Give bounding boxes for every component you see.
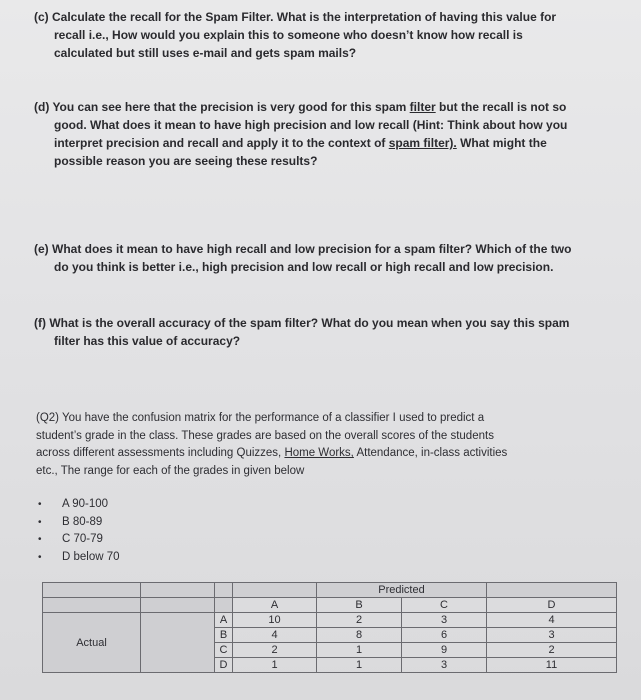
question-2-line-3: [36, 445, 556, 463]
question-c-line-3: calculated but still uses e-mail and gets spam mails?: [54, 46, 357, 60]
list-item: [38, 549, 120, 567]
question-e-line-1: (e) What does it mean to have high recall and low precision for a spam filter? Which of the two: [34, 242, 572, 256]
table-row: [43, 598, 617, 613]
matrix-cell: 1: [317, 643, 402, 658]
table-row: [43, 613, 617, 628]
question-c-line-1: (c) Calculate the recall for the Spam Filter. What is the interpretation of having this value for: [34, 10, 557, 24]
bullet-icon: •: [38, 499, 42, 510]
matrix-cell: 8: [317, 628, 402, 643]
matrix-cell: 4: [233, 628, 317, 643]
empty-cell: [215, 598, 233, 613]
actual-label: Actual: [43, 613, 141, 673]
question-c: [34, 8, 556, 62]
row-header: D: [215, 658, 233, 673]
question-d-line-1: [34, 98, 567, 116]
question-2-line-4: etc., The range for each of the grades in given below: [36, 464, 305, 477]
question-2-homeworks-link: Home Works,: [284, 447, 354, 459]
question-d-filter-link: filter: [409, 100, 436, 114]
question-f: [34, 314, 569, 350]
grade-range-d: D below 70: [62, 550, 120, 563]
empty-cell: [141, 598, 215, 613]
question-d-line-3-post: What might the: [456, 136, 547, 150]
list-item: [38, 514, 120, 532]
question-c-line-2: recall i.e., How would you explain this to someone who doesn’t know how recall is: [54, 28, 523, 42]
list-item: [38, 531, 120, 549]
matrix-cell: 2: [317, 613, 402, 628]
matrix-cell: 3: [402, 613, 487, 628]
confusion-matrix: [42, 582, 617, 673]
col-header: D: [487, 598, 617, 613]
question-f-line-2: filter has this value of accuracy?: [54, 334, 241, 348]
col-header: A: [233, 598, 317, 613]
matrix-cell: 11: [487, 658, 617, 673]
question-d-line-4: possible reason you are seeing these results?: [54, 154, 318, 168]
matrix-cell: 6: [402, 628, 487, 643]
question-2-line-3-post: Attendance, in-class activities: [353, 447, 508, 459]
matrix-cell: 10: [233, 613, 317, 628]
question-e: [34, 240, 571, 276]
list-item: [38, 496, 120, 514]
grade-range-a: A 90-100: [62, 498, 109, 510]
question-d-line-3-pre: interpret precision and recall and apply it to the context of: [54, 136, 389, 150]
grade-range-b: B 80-89: [62, 515, 103, 528]
matrix-cell: 9: [402, 643, 487, 658]
matrix-cell: 3: [402, 658, 487, 673]
bullet-icon: •: [38, 534, 42, 545]
matrix-cell: 4: [487, 613, 617, 628]
grade-range-c: C 70-79: [62, 533, 103, 545]
col-header: C: [402, 598, 487, 613]
question-d-line-2: good. What does it mean to have high precision and low recall (Hint: Think about how you: [54, 118, 568, 132]
row-header: B: [215, 628, 233, 643]
bullet-icon: •: [38, 516, 42, 528]
question-d-line-1-post: but the recall is not so: [435, 100, 567, 114]
row-header: C: [215, 643, 233, 658]
grade-range-list: [38, 496, 120, 566]
matrix-cell: 3: [487, 628, 617, 643]
empty-cell: [43, 583, 141, 598]
question-d-spam-filter-link: spam filter).: [388, 136, 457, 150]
question-f-line-1: (f) What is the overall accuracy of the spam filter? What do you mean when you say this spam: [34, 316, 570, 330]
question-e-line-2: do you think is better i.e., high precision and low recall or high recall and low precision.: [54, 260, 554, 274]
matrix-cell: 1: [317, 658, 402, 673]
bullet-icon: •: [38, 551, 42, 563]
table-row: [43, 583, 617, 598]
matrix-cell: 2: [487, 643, 617, 658]
empty-cell: [43, 598, 141, 613]
col-header: B: [317, 598, 402, 613]
question-2-line-1: (Q2) You have the confusion matrix for the performance of a classifier I used to predict a: [36, 412, 485, 424]
question-d-line-3: [34, 134, 567, 152]
row-header: A: [215, 613, 233, 628]
matrix-cell: 1: [233, 658, 317, 673]
question-d: [34, 98, 567, 170]
empty-cell: [487, 583, 617, 598]
empty-cell: [141, 583, 215, 598]
question-2: [36, 410, 556, 480]
empty-cell: [141, 613, 215, 673]
question-2-line-3-pre: across different assessments including Quizzes,: [36, 447, 285, 459]
question-2-line-2: student’s grade in the class. These grades are based on the overall scores of the students: [36, 429, 494, 442]
empty-cell: [233, 583, 317, 598]
matrix-cell: 2: [233, 643, 317, 658]
predicted-label: Predicted: [317, 583, 487, 598]
empty-cell: [215, 583, 233, 598]
question-d-line-1-pre: (d) You can see here that the precision is very good for this spam: [34, 100, 410, 114]
